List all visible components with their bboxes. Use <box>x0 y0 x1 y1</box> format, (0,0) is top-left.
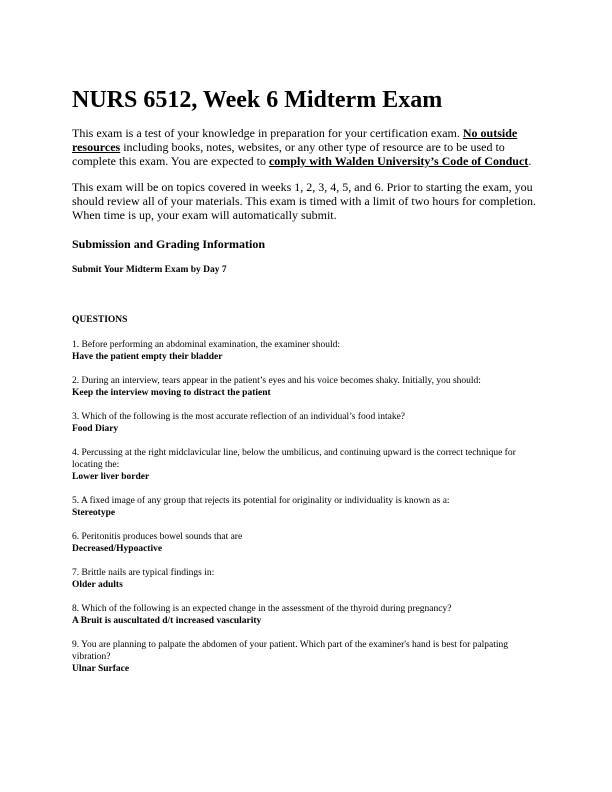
question-item <box>72 531 540 555</box>
question-item <box>72 567 540 591</box>
question-item <box>72 603 540 627</box>
question-text: 6. Peritonitis produces bowel sounds that are <box>72 532 243 542</box>
no-outside-resources-link[interactable]: No outside resources <box>72 126 518 154</box>
question-text: 4. Percussing at the right midclavicular line, below the umbilicus, and continuing upward is the correct technique for locating the: <box>72 448 516 470</box>
answer-text: Food Diary <box>72 424 119 434</box>
intro-paragraph-1 <box>72 126 540 168</box>
document-page <box>72 86 540 687</box>
question-list <box>72 339 540 675</box>
question-text: 9. You are planning to palpate the abdomen of your patient. Which part of the examiner's hand is best for palpating vibration? <box>72 640 509 662</box>
answer-text: Lower liver border <box>72 472 150 482</box>
answer-text: Stereotype <box>72 508 116 518</box>
question-item <box>72 411 540 435</box>
answer-text: Decreased/Hypoactive <box>72 544 163 554</box>
answer-text: A Bruit is auscultated d/t increased vascularity <box>72 616 262 626</box>
submit-by-heading: Submit Your Midterm Exam by Day 7 <box>72 265 227 275</box>
code-of-conduct-link[interactable]: comply with Walden University’s Code of Conduct <box>268 154 529 168</box>
answer-text: Older adults <box>72 580 123 590</box>
intro-text-3: . <box>528 154 532 168</box>
intro-text-1: This exam is a test of your knowledge in preparation for your certification exam. <box>72 126 463 140</box>
intro-paragraph-2: This exam will be on topics covered in weeks 1, 2, 3, 4, 5, and 6. Prior to starting the exam, you should review all of your materials. This exam is timed with a limit of two hours for completion. When time is up, your exam will automatically submit. <box>72 180 537 222</box>
question-item <box>72 375 540 399</box>
question-text: 7. Brittle nails are typical findings in: <box>72 568 215 578</box>
question-text: 2. During an interview, tears appear in the patient’s eyes and his voice becomes shaky. Initially, you should: <box>72 376 481 386</box>
question-item <box>72 639 540 675</box>
answer-text: Have the patient empty their bladder <box>72 352 223 362</box>
question-text: 1. Before performing an abdominal examination, the examiner should: <box>72 340 341 350</box>
answer-text: Ulnar Surface <box>72 664 130 674</box>
question-item <box>72 495 540 519</box>
questions-heading: QUESTIONS <box>72 315 128 325</box>
question-text: 8. Which of the following is an expected change in the assessment of the thyroid during pregnancy? <box>72 604 452 614</box>
question-text: 5. A fixed image of any group that rejects its potential for originality or individuality is known as a: <box>72 496 450 506</box>
question-text: 3. Which of the following is the most accurate reflection of an individual’s food intake? <box>72 412 406 422</box>
answer-text: Keep the interview moving to distract the patient <box>72 388 271 398</box>
submission-heading: Submission and Grading Information <box>72 237 266 251</box>
page-title: NURS 6512, Week 6 Midterm Exam <box>72 87 443 113</box>
intro-text-2: including books, notes, websites, or any other type of resource are to be used to complete this exam. You are expected to <box>72 140 505 168</box>
question-item <box>72 339 540 363</box>
question-item <box>72 447 540 483</box>
